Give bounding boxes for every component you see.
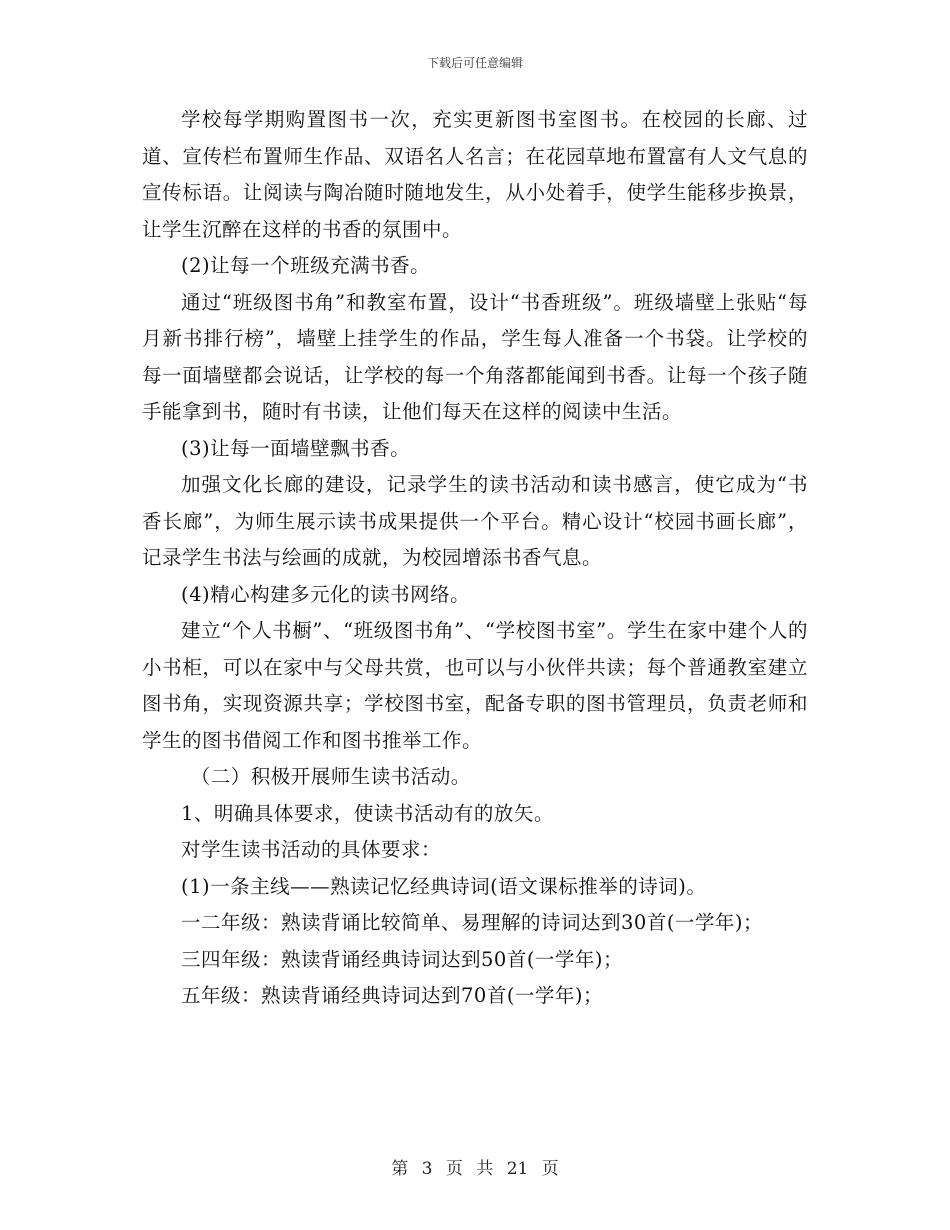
paragraph-bookshelves: 建立“个人书橱”、“班级图书角”、“学校图书室”。学生在家中建个人的小书柜，可以在家中与父母共赏，也可以与小伙伴共读；每个普通教室建立图书角，实现资源共享；学校图书室，配备专职的图书管理员，负责老师和学生的图书借阅工作和图书推举工作。 [142,619,808,752]
heading-reading-network: (4)精心构建多元化的读书网络。 [181,582,471,606]
paragraph-library-purchase: 学校每学期购置图书一次，充实更新图书室图书。在校园的长廊、过道、宣传栏布置师生作品、双语名人名言；在花园草地布置富有人文气息的宣传标语。让阅读与陶冶随时随地发生，从小处着手，使学生能移步换景，让学生沉醉在这样的书香的氛围中。 [142,108,808,241]
section-heading-activities: （二）积极开展师生读书活动。 [190,765,471,788]
page-header: 下载后可任意编辑 [426,56,523,70]
item-grade-5: 五年级：熟读背诵经典诗词达到70首(一学年)； [181,984,604,1007]
heading-class-fragrance: (2)让每一个班级充满书香。 [181,254,431,277]
paragraph-student-requirements: 对学生读书活动的具体要求： [181,838,442,861]
heading-wall-fragrance: (3)让每一面墙壁飘书香。 [181,436,411,460]
paragraph-culture-corridor: 加强文化长廊的建设，记录学生的读书活动和读书感言，使它成为“书香长廊”，为师生展示读书成果提供一个平台。精心设计“校园书画长廊”，记录学生书法与绘画的成就，为校园增添书香气息。 [142,473,808,569]
item-grade-1-2: 一二年级：熟读背诵比较简单、易理解的诗词达到30首(一学年)； [181,911,764,934]
item-grade-3-4: 三四年级：熟读背诵经典诗词达到50首(一学年)； [181,947,624,971]
page-footer: 第 3 页 共 21 页 [391,1159,559,1179]
document-body [142,102,808,1015]
item-main-line: (1)一条主线——熟读记忆经典诗词(语文课标推举的诗词)。 [181,874,707,898]
paragraph-class-corner: 通过“班级图书角”和教室布置，设计“书香班级”。班级墙壁上张贴“每月新书排行榜”，墙壁上挂学生的作品，学生每人准备一个书袋。让学校的每一面墙壁都会说话，让学校的每一个角落都能闻到书香。让每一个孩子随手能拿到书，随时有书读，让他们每天在这样的阅读中生活。 [142,290,808,423]
heading-requirements: 1、明确具体要求，使读书活动有的放矢。 [181,801,554,825]
